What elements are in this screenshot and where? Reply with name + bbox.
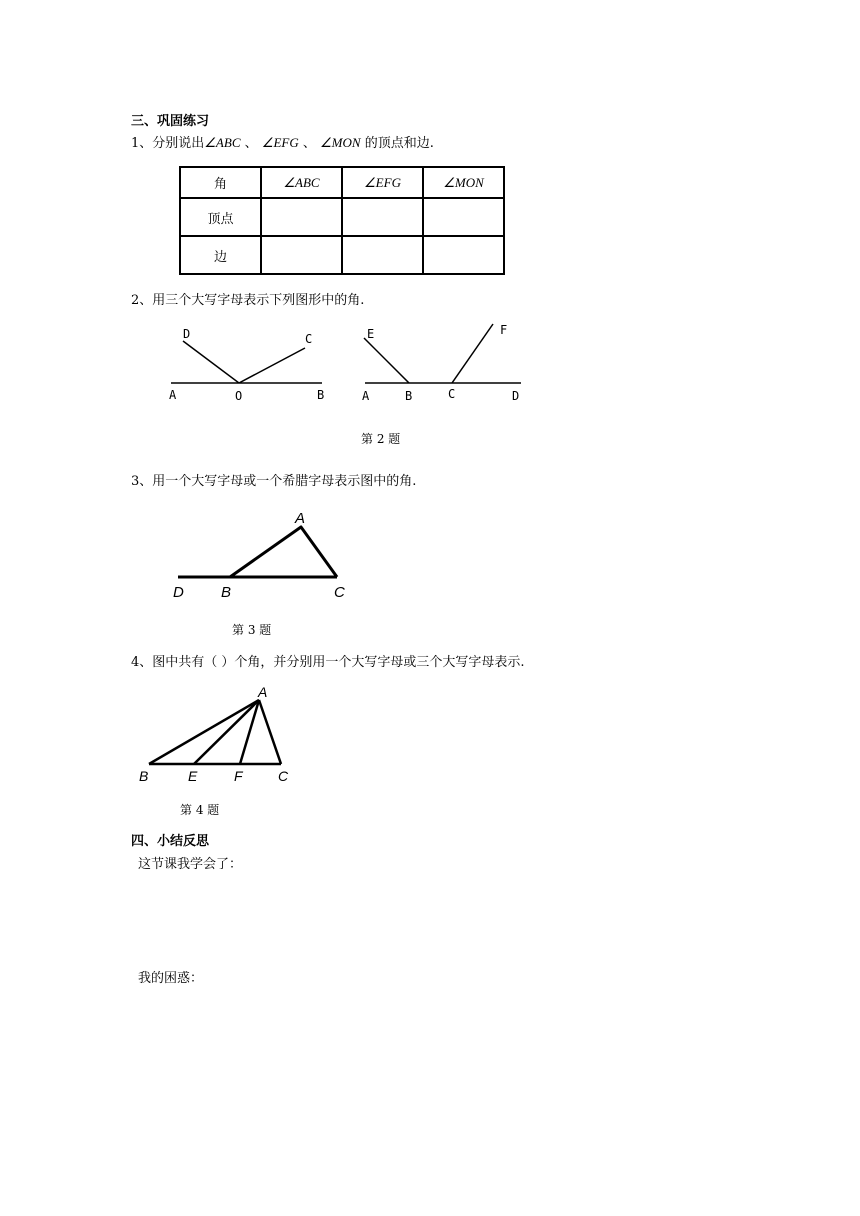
table-cell[interactable] bbox=[342, 198, 423, 236]
label-a2: A bbox=[362, 389, 370, 403]
table-header-efg: ∠EFG bbox=[342, 167, 423, 198]
table-cell[interactable] bbox=[342, 236, 423, 274]
label-c: C bbox=[334, 584, 345, 601]
q3-caption: 第 3 题 bbox=[232, 623, 272, 637]
label-o: O bbox=[235, 389, 243, 403]
q1-angle-abc: ∠ABC bbox=[204, 135, 241, 150]
q1-suffix: 的顶点和边. bbox=[364, 136, 434, 151]
ray-be bbox=[364, 338, 409, 383]
label-d: D bbox=[173, 584, 184, 601]
table-row-vertex-label: 顶点 bbox=[180, 198, 261, 236]
q4-caption: 第 4 题 bbox=[180, 803, 220, 817]
label-f: F bbox=[500, 323, 508, 337]
table-cell[interactable] bbox=[423, 236, 504, 274]
q2-caption: 第 2 题 bbox=[361, 432, 401, 446]
table-header-mon: ∠MON bbox=[423, 167, 504, 198]
label-b: B bbox=[221, 584, 232, 601]
q1-angle-mon: ∠MON bbox=[320, 135, 361, 150]
vertex-side-table bbox=[179, 166, 505, 275]
q1-sep-2: 、 bbox=[302, 136, 316, 151]
q2-figure-left bbox=[169, 327, 324, 403]
question-1-text bbox=[131, 132, 434, 151]
q1-angle-efg: ∠EFG bbox=[261, 135, 299, 150]
confusion-prompt: 我的困惑： bbox=[138, 971, 204, 986]
label-b: B bbox=[139, 768, 149, 784]
label-a: A bbox=[169, 388, 177, 402]
ray-od bbox=[183, 341, 239, 383]
label-e: E bbox=[188, 768, 198, 784]
section-3-title: 三、巩固练习 bbox=[131, 114, 210, 129]
q2-figure-right bbox=[362, 323, 521, 403]
question-2-text: 2、用三个大写字母表示下列图形中的角. bbox=[131, 293, 365, 308]
segment-ac bbox=[259, 700, 281, 764]
label-b2: B bbox=[405, 389, 413, 403]
label-c: C bbox=[278, 768, 289, 784]
table-header-angle: 角 bbox=[180, 167, 261, 198]
q4-figure bbox=[135, 683, 300, 788]
label-b: B bbox=[317, 388, 325, 402]
label-a: A bbox=[295, 510, 306, 527]
question-3-text: 3、用一个大写字母或一个希腊字母表示图中的角. bbox=[131, 474, 417, 489]
question-4-text: 4、图中共有（ ）个角，并分别用一个大写字母或三个大写字母表示. bbox=[131, 655, 525, 670]
label-a: A bbox=[258, 684, 268, 700]
table-header-abc: ∠ABC bbox=[261, 167, 342, 198]
learned-prompt: 这节课我学会了： bbox=[138, 857, 243, 872]
ray-oc bbox=[239, 348, 305, 383]
label-d2: D bbox=[512, 389, 520, 403]
label-c: C bbox=[305, 332, 313, 346]
section-4-title: 四、小结反思 bbox=[131, 834, 210, 849]
table-cell[interactable] bbox=[261, 236, 342, 274]
ray-cf bbox=[452, 324, 493, 383]
table-cell[interactable] bbox=[261, 198, 342, 236]
table-cell[interactable] bbox=[423, 198, 504, 236]
table-row-side-label: 边 bbox=[180, 236, 261, 274]
label-c2: C bbox=[448, 387, 456, 401]
q2-figures bbox=[160, 318, 540, 413]
q1-sep-1: 、 bbox=[244, 136, 258, 151]
triangle-sides bbox=[230, 527, 337, 577]
q3-figure bbox=[165, 505, 365, 605]
label-e: E bbox=[367, 327, 375, 341]
label-d: D bbox=[183, 327, 191, 341]
q1-prefix: 1、分别说出 bbox=[131, 136, 205, 151]
label-f: F bbox=[234, 768, 243, 784]
